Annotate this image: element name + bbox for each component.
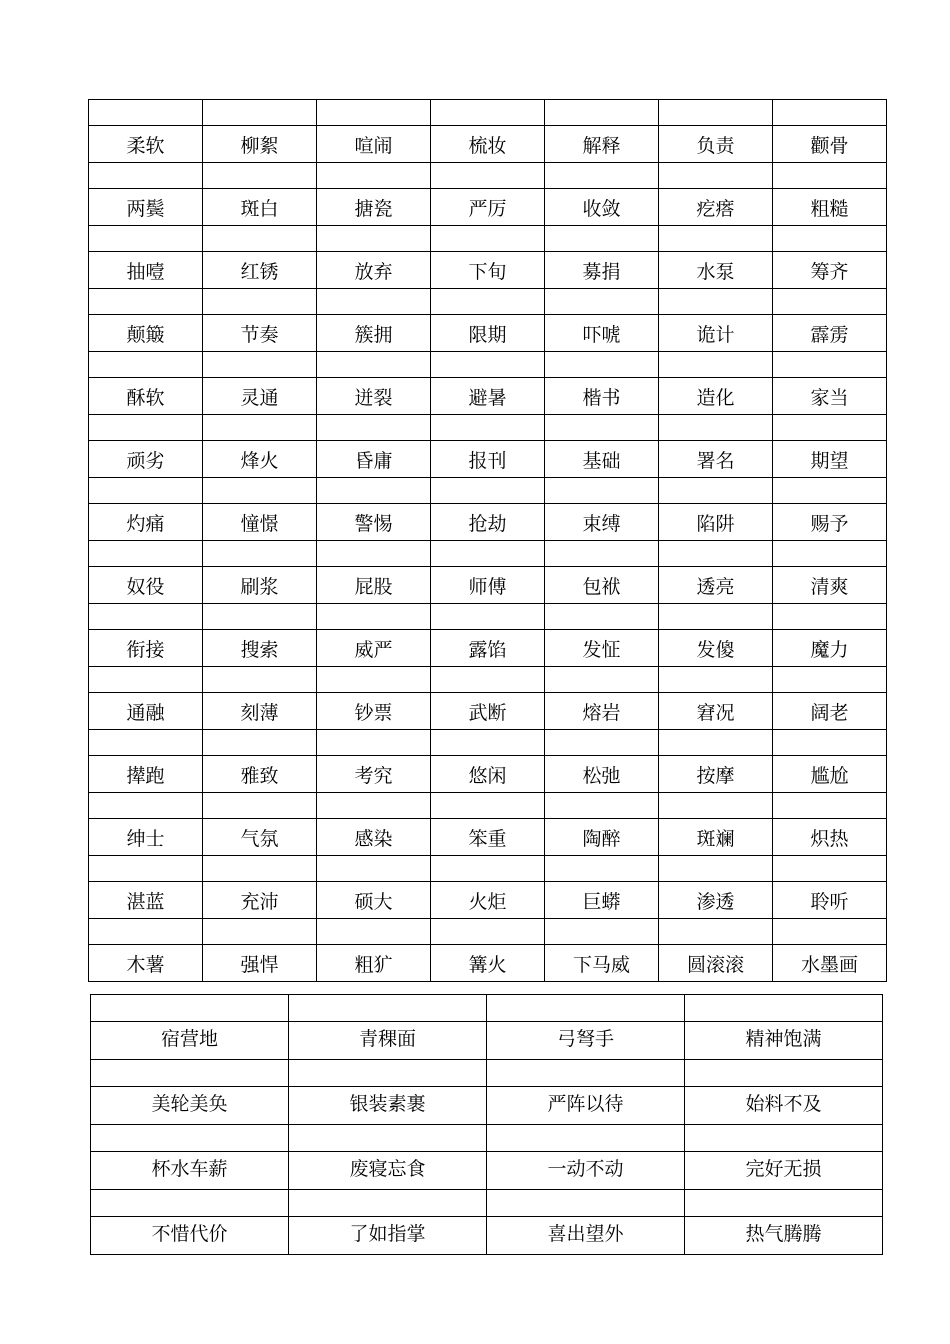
word-cell: 始料不及 xyxy=(685,1087,883,1125)
pinyin-blank-cell xyxy=(203,100,317,126)
pinyin-blank-cell xyxy=(317,289,431,315)
word-cell: 巨蟒 xyxy=(545,882,659,919)
pinyin-blank-cell xyxy=(317,100,431,126)
word-cell: 陶醉 xyxy=(545,819,659,856)
pinyin-blank-cell xyxy=(685,995,883,1022)
word-cell: 下马威 xyxy=(545,945,659,982)
pinyin-blank-cell xyxy=(317,919,431,945)
pinyin-blank-cell xyxy=(773,352,887,378)
word-cell: 雅致 xyxy=(203,756,317,793)
word-cell: 清爽 xyxy=(773,567,887,604)
word-cell: 柔软 xyxy=(89,126,203,163)
pinyin-blank-cell xyxy=(203,226,317,252)
pinyin-blank-cell xyxy=(317,856,431,882)
pinyin-blank-cell xyxy=(545,667,659,693)
pinyin-blank-cell xyxy=(431,730,545,756)
word-cell: 魔力 xyxy=(773,630,887,667)
pinyin-blank-cell xyxy=(203,919,317,945)
pinyin-blank-cell xyxy=(773,415,887,441)
word-cell: 湛蓝 xyxy=(89,882,203,919)
word-row xyxy=(89,567,887,604)
pinyin-blank-cell xyxy=(89,856,203,882)
word-cell: 粗犷 xyxy=(317,945,431,982)
pinyin-blank-cell xyxy=(317,667,431,693)
pinyin-blank-cell xyxy=(545,352,659,378)
word-cell: 木薯 xyxy=(89,945,203,982)
word-cell: 两鬓 xyxy=(89,189,203,226)
pinyin-blank-row xyxy=(89,415,887,441)
word-cell: 包袱 xyxy=(545,567,659,604)
pinyin-blank-cell xyxy=(203,352,317,378)
pinyin-blank-cell xyxy=(317,163,431,189)
word-cell: 考究 xyxy=(317,756,431,793)
pinyin-blank-cell xyxy=(773,919,887,945)
word-cell: 限期 xyxy=(431,315,545,352)
word-cell: 青稞面 xyxy=(289,1022,487,1060)
pinyin-blank-row xyxy=(89,604,887,630)
pinyin-blank-cell xyxy=(317,226,431,252)
pinyin-blank-row xyxy=(91,1190,883,1217)
pinyin-blank-cell xyxy=(773,163,887,189)
word-cell: 屁股 xyxy=(317,567,431,604)
pinyin-blank-cell xyxy=(203,604,317,630)
word-cell: 完好无损 xyxy=(685,1152,883,1190)
pinyin-blank-cell xyxy=(203,730,317,756)
pinyin-blank-cell xyxy=(545,793,659,819)
pinyin-blank-row xyxy=(91,995,883,1022)
word-row xyxy=(91,1217,883,1255)
word-cell: 斑白 xyxy=(203,189,317,226)
pinyin-blank-cell xyxy=(89,478,203,504)
word-cell: 酥软 xyxy=(89,378,203,415)
pinyin-blank-cell xyxy=(545,226,659,252)
word-cell: 梳妆 xyxy=(431,126,545,163)
word-row xyxy=(89,882,887,919)
pinyin-blank-cell xyxy=(431,163,545,189)
pinyin-blank-cell xyxy=(289,1190,487,1217)
pinyin-blank-row xyxy=(91,1125,883,1152)
pinyin-blank-cell xyxy=(317,793,431,819)
word-cell: 粗糙 xyxy=(773,189,887,226)
pinyin-blank-cell xyxy=(545,100,659,126)
word-cell: 喧闹 xyxy=(317,126,431,163)
word-cell: 收敛 xyxy=(545,189,659,226)
word-cell: 颠簸 xyxy=(89,315,203,352)
word-row xyxy=(89,126,887,163)
word-cell: 热气腾腾 xyxy=(685,1217,883,1255)
pinyin-blank-cell xyxy=(773,667,887,693)
pinyin-blank-cell xyxy=(659,856,773,882)
word-cell: 严阵以待 xyxy=(487,1087,685,1125)
word-row xyxy=(89,189,887,226)
word-cell: 昏庸 xyxy=(317,441,431,478)
pinyin-blank-cell xyxy=(659,604,773,630)
pinyin-blank-row xyxy=(89,478,887,504)
word-cell: 露馅 xyxy=(431,630,545,667)
pinyin-blank-cell xyxy=(659,541,773,567)
word-cell: 霹雳 xyxy=(773,315,887,352)
word-cell: 不惜代价 xyxy=(91,1217,289,1255)
pinyin-blank-cell xyxy=(545,604,659,630)
word-cell: 解释 xyxy=(545,126,659,163)
word-cell: 抢劫 xyxy=(431,504,545,541)
word-cell: 充沛 xyxy=(203,882,317,919)
pinyin-blank-cell xyxy=(685,1125,883,1152)
pinyin-blank-cell xyxy=(431,352,545,378)
pinyin-blank-cell xyxy=(203,541,317,567)
pinyin-blank-cell xyxy=(203,289,317,315)
pinyin-blank-cell xyxy=(431,478,545,504)
pinyin-blank-cell xyxy=(659,730,773,756)
pinyin-blank-cell xyxy=(89,226,203,252)
word-cell: 吓唬 xyxy=(545,315,659,352)
word-cell: 警惕 xyxy=(317,504,431,541)
pinyin-blank-cell xyxy=(203,667,317,693)
word-cell: 弓弩手 xyxy=(487,1022,685,1060)
pinyin-blank-row xyxy=(89,352,887,378)
word-cell: 奴役 xyxy=(89,567,203,604)
word-cell: 硕大 xyxy=(317,882,431,919)
pinyin-blank-cell xyxy=(89,730,203,756)
word-cell: 刻薄 xyxy=(203,693,317,730)
pinyin-blank-cell xyxy=(773,793,887,819)
pinyin-blank-cell xyxy=(545,289,659,315)
pinyin-blank-cell xyxy=(773,604,887,630)
word-cell: 悠闲 xyxy=(431,756,545,793)
word-cell: 陷阱 xyxy=(659,504,773,541)
word-cell: 精神饱满 xyxy=(685,1022,883,1060)
word-row xyxy=(89,819,887,856)
word-cell: 烽火 xyxy=(203,441,317,478)
pinyin-blank-cell xyxy=(431,667,545,693)
pinyin-blank-row xyxy=(89,793,887,819)
pinyin-blank-cell xyxy=(487,995,685,1022)
pinyin-blank-cell xyxy=(659,919,773,945)
pinyin-blank-cell xyxy=(317,478,431,504)
word-cell: 节奏 xyxy=(203,315,317,352)
word-cell: 透亮 xyxy=(659,567,773,604)
word-cell: 颧骨 xyxy=(773,126,887,163)
word-row xyxy=(89,693,887,730)
word-cell: 通融 xyxy=(89,693,203,730)
word-cell: 署名 xyxy=(659,441,773,478)
pinyin-blank-cell xyxy=(89,163,203,189)
word-row xyxy=(89,378,887,415)
word-cell: 楷书 xyxy=(545,378,659,415)
word-cell: 基础 xyxy=(545,441,659,478)
pinyin-blank-cell xyxy=(659,793,773,819)
pinyin-blank-cell xyxy=(89,919,203,945)
pinyin-blank-cell xyxy=(203,163,317,189)
pinyin-blank-cell xyxy=(545,415,659,441)
pinyin-blank-cell xyxy=(773,226,887,252)
word-cell: 聆听 xyxy=(773,882,887,919)
pinyin-blank-cell xyxy=(203,793,317,819)
word-cell: 束缚 xyxy=(545,504,659,541)
pinyin-blank-cell xyxy=(91,995,289,1022)
pinyin-blank-cell xyxy=(431,100,545,126)
word-cell: 窘况 xyxy=(659,693,773,730)
pinyin-blank-cell xyxy=(317,352,431,378)
pinyin-blank-cell xyxy=(545,919,659,945)
word-cell: 搜索 xyxy=(203,630,317,667)
word-cell: 圆滚滚 xyxy=(659,945,773,982)
pinyin-blank-cell xyxy=(289,1060,487,1087)
pinyin-blank-row xyxy=(91,1060,883,1087)
pinyin-blank-cell xyxy=(773,541,887,567)
word-row xyxy=(89,252,887,289)
pinyin-blank-row xyxy=(89,730,887,756)
pinyin-blank-cell xyxy=(659,667,773,693)
word-cell: 按摩 xyxy=(659,756,773,793)
word-cell: 迸裂 xyxy=(317,378,431,415)
word-cell: 武断 xyxy=(431,693,545,730)
pinyin-blank-cell xyxy=(545,541,659,567)
word-cell: 家当 xyxy=(773,378,887,415)
word-cell: 银装素裹 xyxy=(289,1087,487,1125)
pinyin-blank-row xyxy=(89,919,887,945)
pinyin-blank-cell xyxy=(431,289,545,315)
word-cell: 诡计 xyxy=(659,315,773,352)
word-cell: 灵通 xyxy=(203,378,317,415)
pinyin-blank-cell xyxy=(659,100,773,126)
word-cell: 发怔 xyxy=(545,630,659,667)
pinyin-blank-cell xyxy=(89,289,203,315)
word-cell: 渗透 xyxy=(659,882,773,919)
pinyin-blank-row xyxy=(89,289,887,315)
word-cell: 下旬 xyxy=(431,252,545,289)
word-cell: 了如指掌 xyxy=(289,1217,487,1255)
word-cell: 憧憬 xyxy=(203,504,317,541)
pinyin-blank-cell xyxy=(431,856,545,882)
pinyin-blank-cell xyxy=(431,415,545,441)
pinyin-blank-cell xyxy=(89,667,203,693)
word-cell: 疙瘩 xyxy=(659,189,773,226)
word-cell: 赐予 xyxy=(773,504,887,541)
pinyin-blank-row xyxy=(89,163,887,189)
word-cell: 松弛 xyxy=(545,756,659,793)
pinyin-blank-cell xyxy=(89,100,203,126)
word-row xyxy=(89,945,887,982)
pinyin-blank-cell xyxy=(91,1060,289,1087)
word-cell: 募捐 xyxy=(545,252,659,289)
word-cell: 炽热 xyxy=(773,819,887,856)
word-row xyxy=(89,630,887,667)
pinyin-blank-cell xyxy=(317,730,431,756)
pinyin-blank-cell xyxy=(773,289,887,315)
word-cell: 期望 xyxy=(773,441,887,478)
pinyin-blank-cell xyxy=(317,541,431,567)
pinyin-blank-row xyxy=(89,100,887,126)
pinyin-blank-cell xyxy=(659,226,773,252)
pinyin-blank-cell xyxy=(431,541,545,567)
pinyin-blank-cell xyxy=(91,1190,289,1217)
pinyin-blank-cell xyxy=(431,226,545,252)
word-cell: 撵跑 xyxy=(89,756,203,793)
word-cell: 火炬 xyxy=(431,882,545,919)
word-cell: 气氛 xyxy=(203,819,317,856)
pinyin-blank-cell xyxy=(545,856,659,882)
pinyin-blank-cell xyxy=(91,1125,289,1152)
word-cell: 杯水车薪 xyxy=(91,1152,289,1190)
word-cell: 簇拥 xyxy=(317,315,431,352)
pinyin-blank-cell xyxy=(487,1125,685,1152)
word-cell: 钞票 xyxy=(317,693,431,730)
word-cell: 宿营地 xyxy=(91,1022,289,1060)
word-cell: 熔岩 xyxy=(545,693,659,730)
pinyin-blank-cell xyxy=(487,1060,685,1087)
pinyin-blank-cell xyxy=(773,100,887,126)
word-row xyxy=(91,1022,883,1060)
word-cell: 水墨画 xyxy=(773,945,887,982)
word-row xyxy=(91,1087,883,1125)
word-cell: 报刊 xyxy=(431,441,545,478)
pinyin-blank-cell xyxy=(545,163,659,189)
pinyin-blank-cell xyxy=(431,919,545,945)
word-cell: 一动不动 xyxy=(487,1152,685,1190)
word-cell: 强悍 xyxy=(203,945,317,982)
pinyin-blank-cell xyxy=(89,415,203,441)
pinyin-blank-row xyxy=(89,541,887,567)
pinyin-blank-cell xyxy=(487,1190,685,1217)
word-cell: 筹齐 xyxy=(773,252,887,289)
vocabulary-table-phrases xyxy=(90,994,883,1255)
word-cell: 美轮美奂 xyxy=(91,1087,289,1125)
pinyin-blank-cell xyxy=(89,793,203,819)
word-cell: 顽劣 xyxy=(89,441,203,478)
pinyin-blank-row xyxy=(89,667,887,693)
pinyin-blank-cell xyxy=(203,415,317,441)
word-row xyxy=(91,1152,883,1190)
pinyin-blank-cell xyxy=(89,604,203,630)
word-cell: 衔接 xyxy=(89,630,203,667)
pinyin-blank-cell xyxy=(203,478,317,504)
pinyin-blank-cell xyxy=(289,995,487,1022)
pinyin-blank-cell xyxy=(685,1060,883,1087)
word-row xyxy=(89,756,887,793)
word-cell: 灼痛 xyxy=(89,504,203,541)
word-cell: 抽噎 xyxy=(89,252,203,289)
pinyin-blank-cell xyxy=(317,604,431,630)
word-cell: 师傅 xyxy=(431,567,545,604)
pinyin-blank-cell xyxy=(773,478,887,504)
pinyin-blank-cell xyxy=(659,352,773,378)
word-cell: 斑斓 xyxy=(659,819,773,856)
word-cell: 刷浆 xyxy=(203,567,317,604)
word-cell: 喜出望外 xyxy=(487,1217,685,1255)
word-cell: 严厉 xyxy=(431,189,545,226)
pinyin-blank-cell xyxy=(289,1125,487,1152)
pinyin-blank-cell xyxy=(317,415,431,441)
word-cell: 柳絮 xyxy=(203,126,317,163)
pinyin-blank-cell xyxy=(659,415,773,441)
pinyin-blank-cell xyxy=(203,856,317,882)
pinyin-blank-row xyxy=(89,856,887,882)
word-cell: 搪瓷 xyxy=(317,189,431,226)
word-cell: 负责 xyxy=(659,126,773,163)
pinyin-blank-cell xyxy=(659,478,773,504)
word-cell: 尴尬 xyxy=(773,756,887,793)
word-cell: 废寝忘食 xyxy=(289,1152,487,1190)
pinyin-blank-cell xyxy=(89,541,203,567)
pinyin-blank-cell xyxy=(773,856,887,882)
pinyin-blank-cell xyxy=(685,1190,883,1217)
pinyin-blank-row xyxy=(89,226,887,252)
word-row xyxy=(89,441,887,478)
vocabulary-table-words xyxy=(88,99,887,982)
pinyin-blank-cell xyxy=(659,163,773,189)
word-cell: 避暑 xyxy=(431,378,545,415)
word-cell: 放弃 xyxy=(317,252,431,289)
word-cell: 感染 xyxy=(317,819,431,856)
pinyin-blank-cell xyxy=(659,289,773,315)
word-cell: 红锈 xyxy=(203,252,317,289)
pinyin-blank-cell xyxy=(545,478,659,504)
word-cell: 阔老 xyxy=(773,693,887,730)
word-cell: 造化 xyxy=(659,378,773,415)
word-cell: 绅士 xyxy=(89,819,203,856)
pinyin-blank-cell xyxy=(89,352,203,378)
pinyin-blank-cell xyxy=(431,604,545,630)
pinyin-blank-cell xyxy=(773,730,887,756)
word-cell: 水泵 xyxy=(659,252,773,289)
word-cell: 篝火 xyxy=(431,945,545,982)
pinyin-blank-cell xyxy=(545,730,659,756)
word-row xyxy=(89,504,887,541)
pinyin-blank-cell xyxy=(431,793,545,819)
word-cell: 威严 xyxy=(317,630,431,667)
word-cell: 笨重 xyxy=(431,819,545,856)
word-row xyxy=(89,315,887,352)
word-cell: 发傻 xyxy=(659,630,773,667)
